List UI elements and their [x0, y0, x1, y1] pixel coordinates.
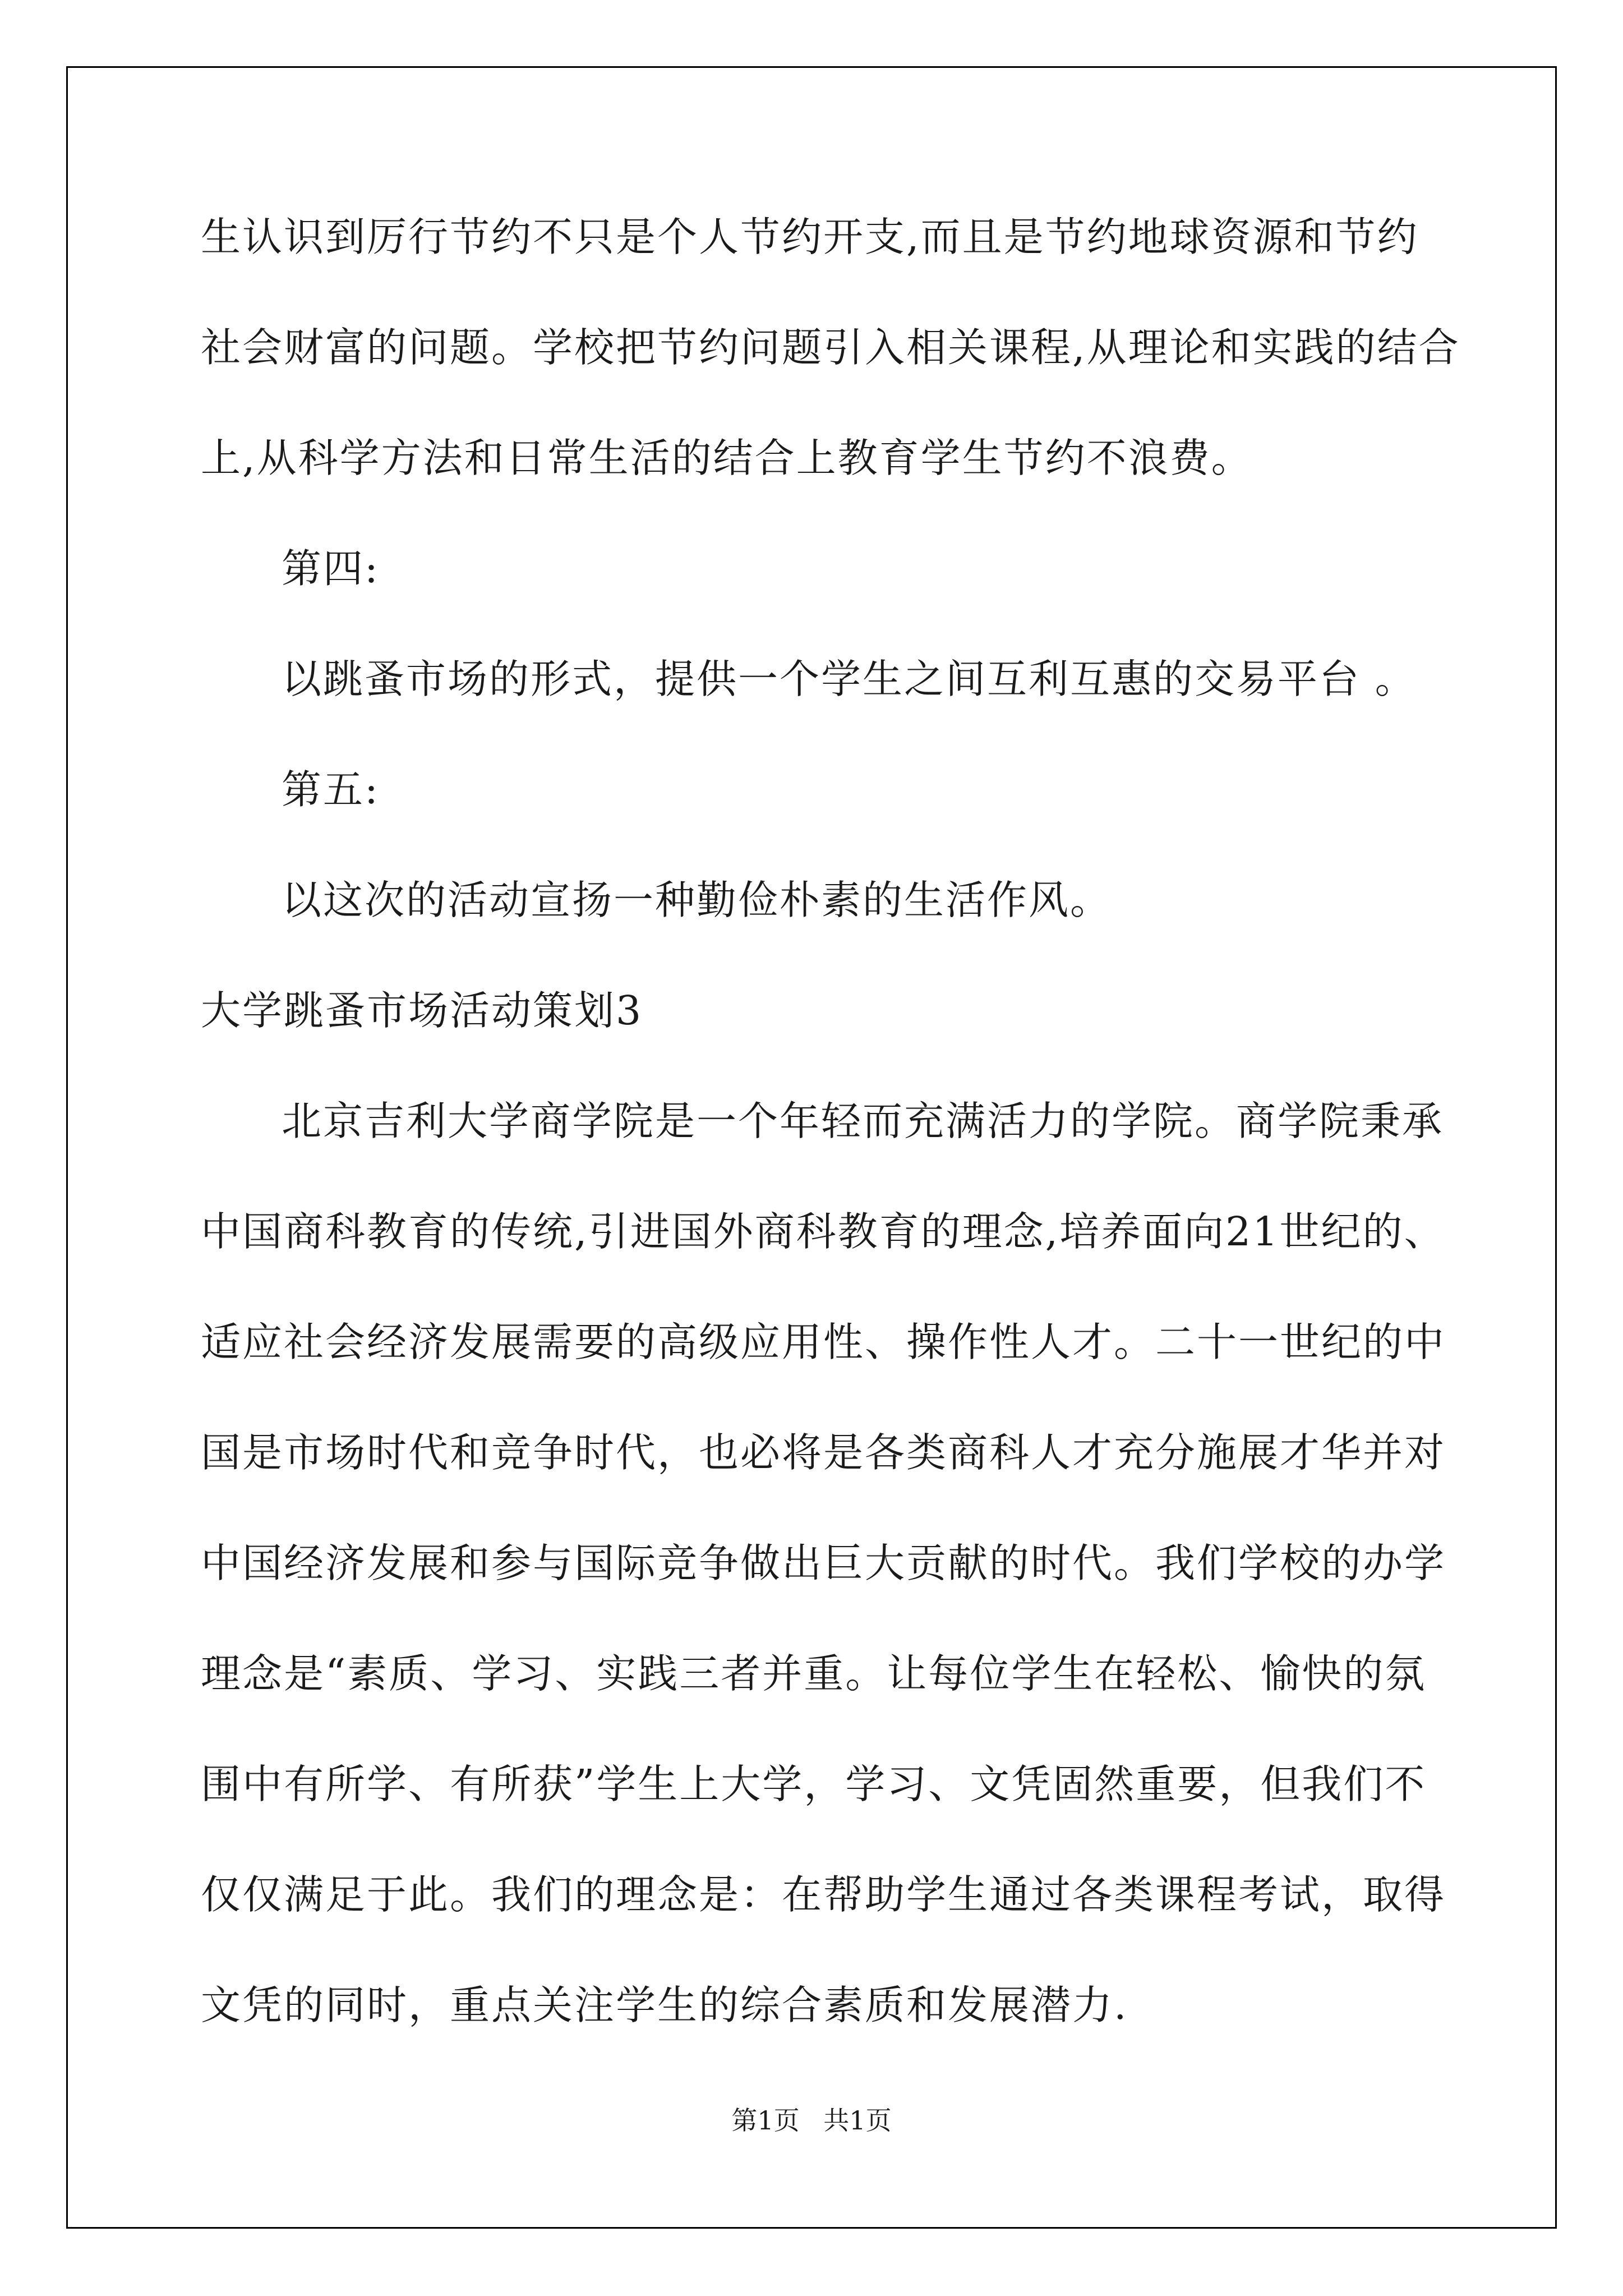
- body-line: 生认识到厉行节约不只是个人节约开支,而且是节约地球资源和节约: [201, 214, 1419, 260]
- page-number: 第1页 共1页: [731, 2105, 892, 2136]
- body-line: 上,从科学方法和日常生活的结合上教育学生节约不浪费。: [201, 435, 1253, 481]
- body-line: 适应社会经济发展需要的高级应用性、操作性人才。二十一世纪的中: [201, 1319, 1446, 1365]
- body-line: 围中有所学、有所获”学生上大学，学习、文凭固然重要，但我们不: [201, 1761, 1427, 1807]
- body-line: 中国商科教育的传统,引进国外商科教育的理念,培养面向21世纪的、: [201, 1208, 1446, 1255]
- document-body: [201, 199, 1460, 2078]
- section-label: 第五:: [282, 766, 380, 813]
- body-line: 国是市场时代和竞争时代，也必将是各类商科人才充分施展才华并对: [201, 1429, 1446, 1476]
- section-heading: 大学跳蚤市场活动策划3: [201, 987, 643, 1034]
- body-line: 文凭的同时，重点关注学生的综合素质和发展潜力.: [201, 1982, 1128, 2028]
- section-label: 第四:: [282, 545, 380, 592]
- body-line: 社会财富的问题。学校把节约问题引入相关课程,从理论和实践的结合: [201, 324, 1460, 371]
- body-line: 北京吉利大学商学院是一个年轻而充满活力的学院。商学院秉承: [282, 1098, 1444, 1144]
- body-line: 中国经济发展和参与国际竞争做出巨大贡献的时代。我们学校的办学: [201, 1540, 1446, 1586]
- body-line: 以跳蚤市场的形式，提供一个学生之间互利互惠的交易平台 。: [282, 656, 1417, 702]
- body-line: 以这次的活动宣扬一种勤俭朴素的生活作风。: [282, 877, 1112, 923]
- body-line: 仅仅满足于此。我们的理念是：在帮助学生通过各类课程考试，取得: [201, 1871, 1446, 1918]
- body-line: 理念是“素质、学习、实践三者并重。让每位学生在轻松、愉快的氛: [201, 1650, 1427, 1697]
